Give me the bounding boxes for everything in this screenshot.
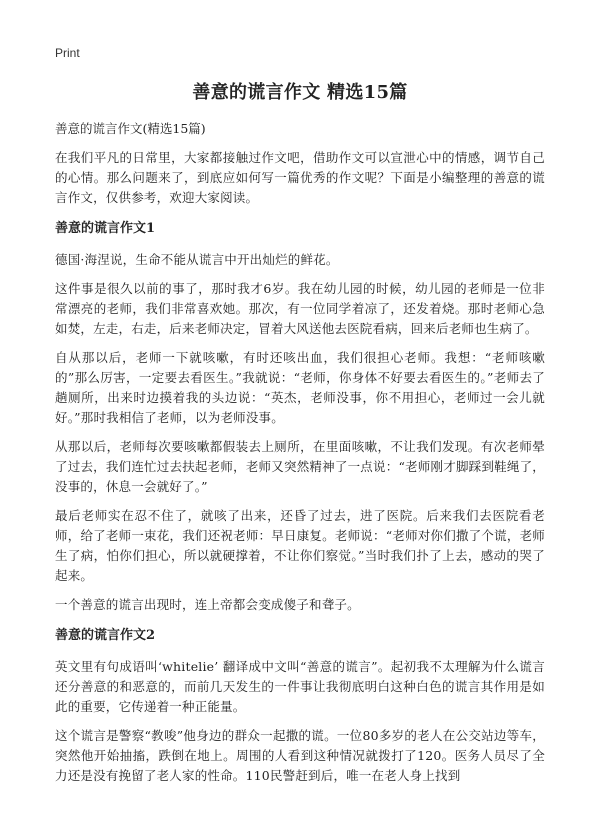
paragraph: 德国·海涅说，生命不能从谎言中开出灿烂的鲜花。 (55, 252, 339, 267)
paragraph: 从那以后，老师每次要咳嗽都假装去上厕所，在里面咳嗽，不让我们发现。有次老师晕了过去，我们连忙过去扶起老师，老师又突然精神了一点说：“老师刚才脚踩到鞋绳了，没事的，休息一会就好了。” (55, 439, 545, 494)
document-subtitle: 善意的谎言作文(精选15篇) (55, 121, 206, 136)
document-content (55, 119, 545, 795)
section-heading: 善意的谎言作文2 (55, 628, 156, 643)
section-heading: 善意的谎言作文1 (55, 221, 156, 236)
paragraph: 最后老师实在忍不住了，就咳了出来，还昏了过去，进了医院。后来我们去医院看老师，给了老师一束花，我们还祝老师：早日康复。老师说：“老师对你们撒了个谎，老师生了病，怕你们担心，所以就硬撑着，不让你们察觉。”当时我们扑了上去，感动的哭了起来。 (55, 508, 545, 583)
intro-paragraph: 在我们平凡的日常里，大家都接触过作文吧，借助作文可以宣泄心中的情感，调节自己的心情。那么问题来了，到底应如何写一篇优秀的作文呢？下面是小编整理的善意的谎言作文，仅供参考，欢迎大家阅读。 (55, 150, 545, 205)
paragraph: 这个谎言是警察“教唆”他身边的群众一起撒的谎。一位80多岁的老人在公交站边等车，突然他开始抽搐，跌倒在地上。周围的人看到这种情况就拨打了120。医务人员尽了全力还是没有挽留了老人家的性命。110民警赶到后，唯一在老人身上找到 (55, 728, 545, 783)
paragraph: 英文里有句成语叫‘whitelie’ 翻译成中文叫“善意的谎言”。起初我不太理解为什么谎言还分善意的和恶意的，而前几天发生的一件事让我彻底明白这种白色的谎言其作用是如此的重要，它传递着一种正能量。 (55, 659, 545, 714)
paragraph: 一个善意的谎言出现时，连上帝都会变成傻子和聋子。 (55, 597, 360, 612)
paragraph: 这件事是很久以前的事了，那时我才6岁。我在幼儿园的时候，幼儿园的老师是一位非常漂亮的老师，我们非常喜欢她。那次，有一位同学着凉了，还发着烧。那时老师心急如焚，左走，右走，后来老师决定，冒着大风送他去医院看病，回来后老师也生病了。 (55, 281, 545, 336)
document-title: 善意的谎言作文 精选15篇 (192, 82, 408, 103)
print-link[interactable]: Print (55, 46, 80, 60)
paragraph: 自从那以后，老师一下就咳嗽，有时还咳出血，我们很担心老师。我想：“老师咳嗽的”那么厉害，一定要去看医生。”我就说：“老师，你身体不好要去看医生的。”老师去了趟厕所，出来时边摸着我的头边说：“英杰，老师没事，你不用担心，老师过一会儿就好。”那时我相信了老师，以为老师没事。 (55, 350, 545, 425)
